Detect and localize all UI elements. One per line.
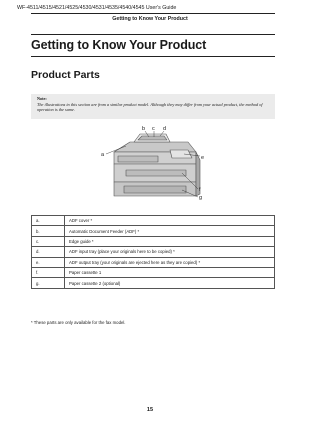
part-letter: b. [32,226,65,236]
part-description: Automatic Document Feeder (ADF) * [65,226,275,236]
note-label: Note: [37,96,47,101]
part-description: ADF cover * [65,216,275,226]
section-title: Product Parts [31,69,100,81]
callout-d: d [163,126,167,132]
chapter-title: Getting to Know Your Product [31,38,207,52]
callout-a: a [101,152,105,158]
callout-c: c [152,126,155,132]
chapter-rule-top [31,34,275,35]
callout-e: e [201,155,205,161]
printer-illustration [92,120,212,200]
part-description: ADF output tray (your originals are ejected here as they are copied) * [65,257,275,267]
part-description: ADF input tray (place your originals here to be copied) * [65,247,275,257]
chapter-rule-bottom [31,56,275,57]
header-divider [31,13,275,14]
part-letter: d. [32,247,65,257]
callout-g: g [199,195,203,200]
note-text: The illustrations in this section are from a similar product model. Although they may differ from your actual product, the method of operation is the same. [37,102,263,113]
callout-b: b [142,126,146,132]
table-row [32,247,275,257]
running-header-section: Getting to Know Your Product [112,16,188,22]
table-row [32,267,275,277]
part-letter: a. [32,216,65,226]
table-row [32,226,275,236]
part-description: Paper cassette 1 [65,267,275,277]
part-letter: f. [32,267,65,277]
table-row [32,236,275,246]
footnote: * These parts are only available for the fax model. [31,320,126,325]
table-row [32,216,275,226]
callout-f: f [199,187,201,193]
page-number: 15 [146,407,154,413]
part-letter: c. [32,236,65,246]
table-row [32,257,275,267]
part-description: Edge guide * [65,236,275,246]
parts-table [31,215,275,289]
running-header-model: WF-4511/4515/4521/4525/4530/4531/4535/4540/4545 User's Guide [17,5,177,11]
part-letter: e. [32,257,65,267]
table-row [32,278,275,288]
part-letter: g. [32,278,65,288]
part-description: Paper cassette 2 (optional) [65,278,275,288]
